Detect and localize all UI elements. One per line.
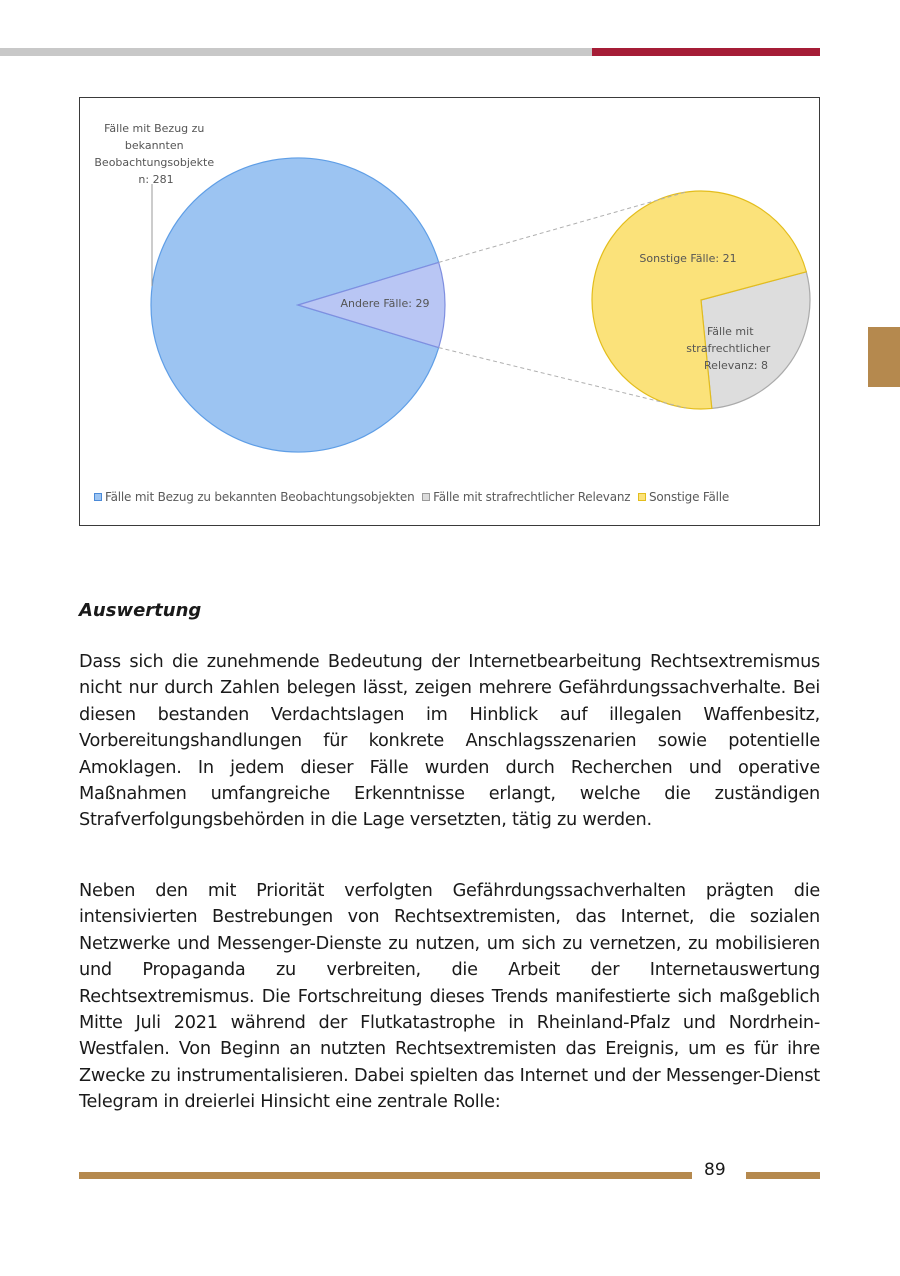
- header-rule-red: [592, 48, 820, 56]
- legend-swatch-blue: [94, 493, 102, 501]
- legend-item-strafrecht: Fälle mit strafrechtlicher Relevanz: [422, 490, 630, 504]
- legend-item-beobachtungsobjekte: Fälle mit Bezug zu bekannten Beobachtungsobjekten: [94, 490, 414, 504]
- legend-swatch-gray: [422, 493, 430, 501]
- pie-of-pie-chart: [79, 97, 820, 526]
- chapter-marker-tab: [868, 327, 900, 387]
- footer-rule-right: [746, 1172, 820, 1179]
- paragraph-1: Dass sich die zunehmende Bedeutung der Internetbearbeitung Rechtsextremismus nicht nur durch Zahlen belegen lässt, zeigen mehrere Gefährdungssachverhalte. Bei diesen bestanden Verdachtslagen im Hinblick auf illegalen Waffenbesitz, Vorbereitungshandlungen für konkrete Anschlagsszenarien sowie potentielle Amoklagen. In jedem dieser Fälle wurden durch Recherchen und operative Maßnahmen umfangreiche Erkenntnisse erlangt, welche die zuständigen Strafverfolgungsbehörden in die Lage versetzten, tätig zu werden.: [79, 652, 820, 831]
- chart-legend: [94, 490, 733, 504]
- chart-canvas: [80, 98, 821, 527]
- legend-item-sonstige: Sonstige Fälle: [638, 490, 729, 504]
- sonstige-slice-label: Sonstige Fälle: 21: [639, 252, 737, 265]
- other-slice-label: Andere Fälle: 29: [340, 297, 430, 310]
- footer-rule-left: [79, 1172, 692, 1179]
- legend-swatch-yellow: [638, 493, 646, 501]
- page-number: 89: [704, 1160, 726, 1180]
- section-heading: Auswertung: [79, 600, 202, 621]
- paragraph-2: Neben den mit Priorität verfolgten Gefährdungssachverhalten prägten die intensivierten Bestrebungen von Rechtsextremisten, das Internet, die sozialen Netzwerke und Messenger-Dienste zu nutzen, um sich zu vernetzen, zu mobilisieren und Propaganda zu verbreiten, die Arbeit der Internetauswertung Rechtsextremismus. Die Fortschreitung dieses Trends manifestierte sich maßgeblich Mitte Juli 2021 während der Flutkatastrophe in Rheinland-Pfalz und Nordrhein-Westfalen. Von Beginn an nutzten Rechtsextremisten das Ereignis, um es für ihre Zwecke zu instrumentalisieren. Dabei spielten das Internet und der Messenger-Dienst Telegram in dreierlei Hinsicht eine zentrale Rolle:: [79, 881, 820, 1113]
- main-slice-label: Fälle mit Bezug zu bekannten Beobachtungsobjekte n: 281: [94, 122, 215, 186]
- strafrecht-slice-label: Fälle mit strafrechtlicher Relevanz: 8: [686, 325, 771, 372]
- header-rule-gray: [0, 48, 592, 56]
